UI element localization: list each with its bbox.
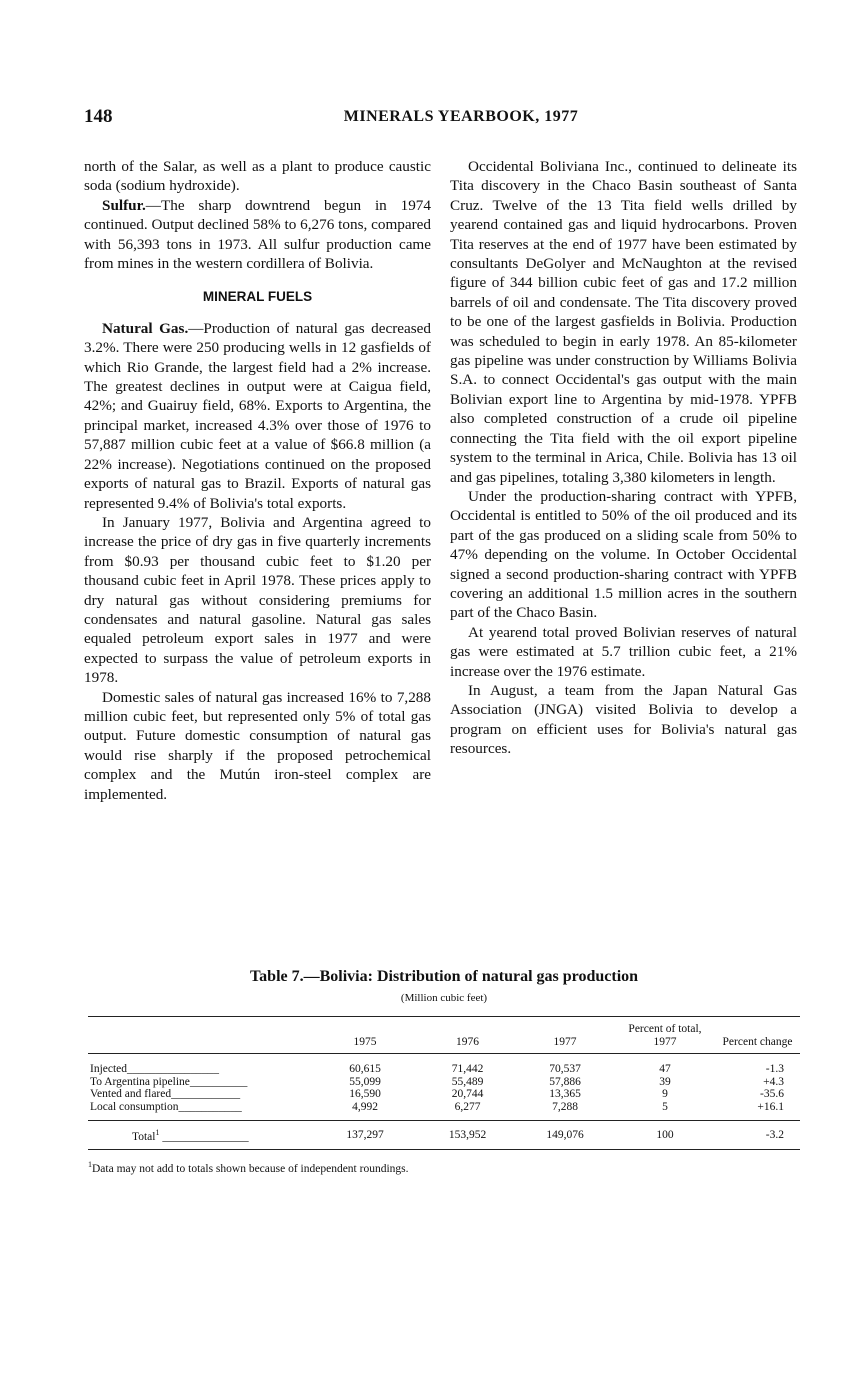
table-cell: 5 bbox=[662, 1100, 668, 1113]
footnote-marker: 1 bbox=[155, 1128, 160, 1137]
paragraph: At yearend total proved Bolivian reserves of natural gas were estimated at 5.7 trillion cubic feet, a 21% increase over the 1976 estimate. bbox=[450, 623, 797, 680]
paragraph-natural-gas bbox=[84, 319, 431, 513]
table-cell: 153,952 bbox=[420, 1121, 515, 1150]
paragraph-text: —Production of natural gas decreased 3.2%. There were 250 producing wells in 12 gasfields of which Rio Grande, the largest field had a 2% increase. The greatest declines in output were at Caigua field, 42%; and Guairuy field, 68%. Exports to Argentina, the principal market, increased 4.3% over those of 1976 to 57,887 million cubic feet at a value of $66.8 million (a 22% increase). Negotiations continued on the proposed exports of natural gas to Brazil. Exports of natural gas represented 9.4% of Bolivia's total exports. bbox=[84, 319, 431, 512]
table-row bbox=[88, 1088, 800, 1101]
leader-dots: __________ bbox=[189, 1075, 248, 1088]
page-header bbox=[84, 106, 798, 134]
row-label bbox=[88, 1121, 310, 1150]
table-cell: 137,297 bbox=[310, 1121, 420, 1150]
table-cell: 100 bbox=[615, 1121, 715, 1150]
page-number: 148 bbox=[84, 106, 113, 127]
table-subtitle: (Million cubic feet) bbox=[400, 992, 488, 1004]
table-cell: 16,590 bbox=[349, 1088, 381, 1100]
column-header: 1976 bbox=[420, 1017, 515, 1054]
table-cell: +4.3 bbox=[763, 1075, 784, 1088]
table-footnote bbox=[88, 1160, 800, 1175]
table-cell: 39 bbox=[659, 1075, 671, 1088]
column-header: Percent change bbox=[715, 1017, 800, 1054]
column-header: Percent of total, 1977 bbox=[615, 1017, 715, 1054]
leader-dots: _______________ bbox=[162, 1130, 249, 1143]
paragraph: Domestic sales of natural gas increased 16% to 7,288 million cubic feet, but represented only 5% of total gas output. Future domestic consumption of natural gas would rise sharply if the proposed petrochemical complex and the Mutún iron-steel complex are implemented. bbox=[84, 688, 431, 803]
paragraph-text: —The sharp downtrend begun in 1974 continued. Output declined 58% to 6,276 tons, compared with 56,393 tons in 1973. All sulfur production came from mines in the western cordillera of Bolivia. bbox=[84, 196, 431, 273]
row-label-text: Total bbox=[132, 1130, 156, 1143]
table-cell: 7,288 bbox=[552, 1100, 578, 1113]
table-cell: 57,886 bbox=[549, 1075, 581, 1088]
run-in-heading: Sulfur. bbox=[102, 196, 146, 214]
table-total-row bbox=[88, 1121, 800, 1150]
data-table-block bbox=[88, 968, 800, 1175]
table-cell: 70,537 bbox=[549, 1063, 581, 1075]
row-label-text: Injected bbox=[90, 1063, 128, 1075]
right-column bbox=[450, 157, 797, 759]
paragraph-sulfur bbox=[84, 196, 431, 274]
run-in-heading: Natural Gas. bbox=[102, 319, 189, 337]
leader-dots: ________________ bbox=[127, 1063, 220, 1075]
paragraph: Under the production-sharing contract with YPFB, Occidental is entitled to 50% of the oil produced and its part of the gas produced on a sliding scale from 50% to 47% depending on the volume. In October Occidental signed a second production-sharing contract with YPFB covering an additional 1.5 million acres in the southern part of the Chaco Basin. bbox=[450, 487, 797, 622]
table-row bbox=[88, 1076, 800, 1089]
column-header-label bbox=[88, 1017, 310, 1054]
table-cell: 60,615 bbox=[349, 1063, 381, 1075]
column-header: 1977 bbox=[515, 1017, 615, 1054]
distribution-table bbox=[88, 1016, 800, 1150]
leader-dots: ____________ bbox=[171, 1088, 241, 1100]
table-cell: 20,744 bbox=[451, 1088, 484, 1100]
paragraph: Occidental Boliviana Inc., continued to delineate its Tita discovery in the Chaco Basin southeast of Santa Cruz. Twelve of the 13 Tita field wells drilled by yearend contained gas and liquid hydrocarbons. Proven Tita reserves at the end of 1977 have been estimated by consultants DeGolyer and McNaughton at the revised figure of 344 billion cubic feet of gas and 17.2 million barrels of oil and condensate. The Tita discovery proved to be one of the largest gasfields in Bolivia. Production was scheduled to begin in early 1978. An 85-kilometer gas pipeline was under construction by Williams Bolivia S.A. to connect Occidental's gas output with the main Bolivian export line to Argentina by mid-1978. YPFB also completed construction of a crude oil pipeline connecting the Tita field with the oil export pipeline system to the terminal in Arica, Chile. Bolivia has 13 oil and gas pipelines, totaling 3,380 kilometers in length. bbox=[450, 158, 797, 486]
row-label-text: Vented and flared bbox=[90, 1088, 172, 1100]
table-cell: 47 bbox=[659, 1063, 671, 1075]
footnote-text: Data may not add to totals shown because of independent roundings. bbox=[92, 1163, 409, 1176]
left-column bbox=[84, 157, 431, 804]
section-heading: MINERAL FUELS bbox=[202, 289, 313, 305]
table-cell: 55,099 bbox=[349, 1075, 381, 1088]
table-cell: 9 bbox=[662, 1088, 668, 1100]
paragraph: In January 1977, Bolivia and Argentina agreed to increase the price of dry gas in five quarterly increments from $0.93 per thousand cubic feet to $1.20 per thousand cubic feet in April 1978. These prices apply to dry natural gas without considering premiums for condensates and natural gasoline. Natural gas sales equaled petroleum export sales in 1977 and were expected to surpass the value of petroleum exports in 1978. bbox=[84, 513, 431, 687]
table-row bbox=[88, 1101, 800, 1121]
paragraph: In August, a team from the Japan Natural Gas Association (JNGA) visited Bolivia to develop a program on efficient uses for Bolivia's natural gas resources. bbox=[450, 681, 797, 758]
table-row bbox=[88, 1054, 800, 1076]
leader-dots: ___________ bbox=[178, 1100, 242, 1113]
row-label-text: To Argentina pipeline bbox=[90, 1075, 190, 1088]
table-title: Table 7.—Bolivia: Distribution of natural gas production bbox=[249, 968, 639, 985]
table-cell: 13,365 bbox=[549, 1088, 581, 1100]
running-title: MINERALS YEARBOOK, 1977 bbox=[343, 108, 579, 125]
row-label bbox=[88, 1101, 310, 1121]
row-label-text: Local consumption bbox=[90, 1100, 179, 1113]
table-header-row bbox=[88, 1017, 800, 1054]
table-cell: 149,076 bbox=[515, 1121, 615, 1150]
row-label bbox=[88, 1054, 310, 1076]
footnote-marker: 1 bbox=[88, 1160, 92, 1170]
table-cell: 6,277 bbox=[454, 1100, 481, 1113]
row-label bbox=[88, 1076, 310, 1089]
column-header: 1975 bbox=[310, 1017, 420, 1054]
table-cell: 55,489 bbox=[451, 1075, 484, 1088]
table-cell: 71,442 bbox=[451, 1063, 484, 1075]
table-cell: -3.2 bbox=[715, 1121, 800, 1150]
row-label bbox=[88, 1088, 310, 1101]
table-cell: +16.1 bbox=[757, 1100, 784, 1113]
table-cell: -1.3 bbox=[765, 1063, 784, 1075]
table-cell: 4,992 bbox=[352, 1100, 378, 1113]
table-cell: -35.6 bbox=[760, 1088, 784, 1100]
paragraph: north of the Salar, as well as a plant to produce caustic soda (sodium hydroxide). bbox=[84, 158, 431, 195]
